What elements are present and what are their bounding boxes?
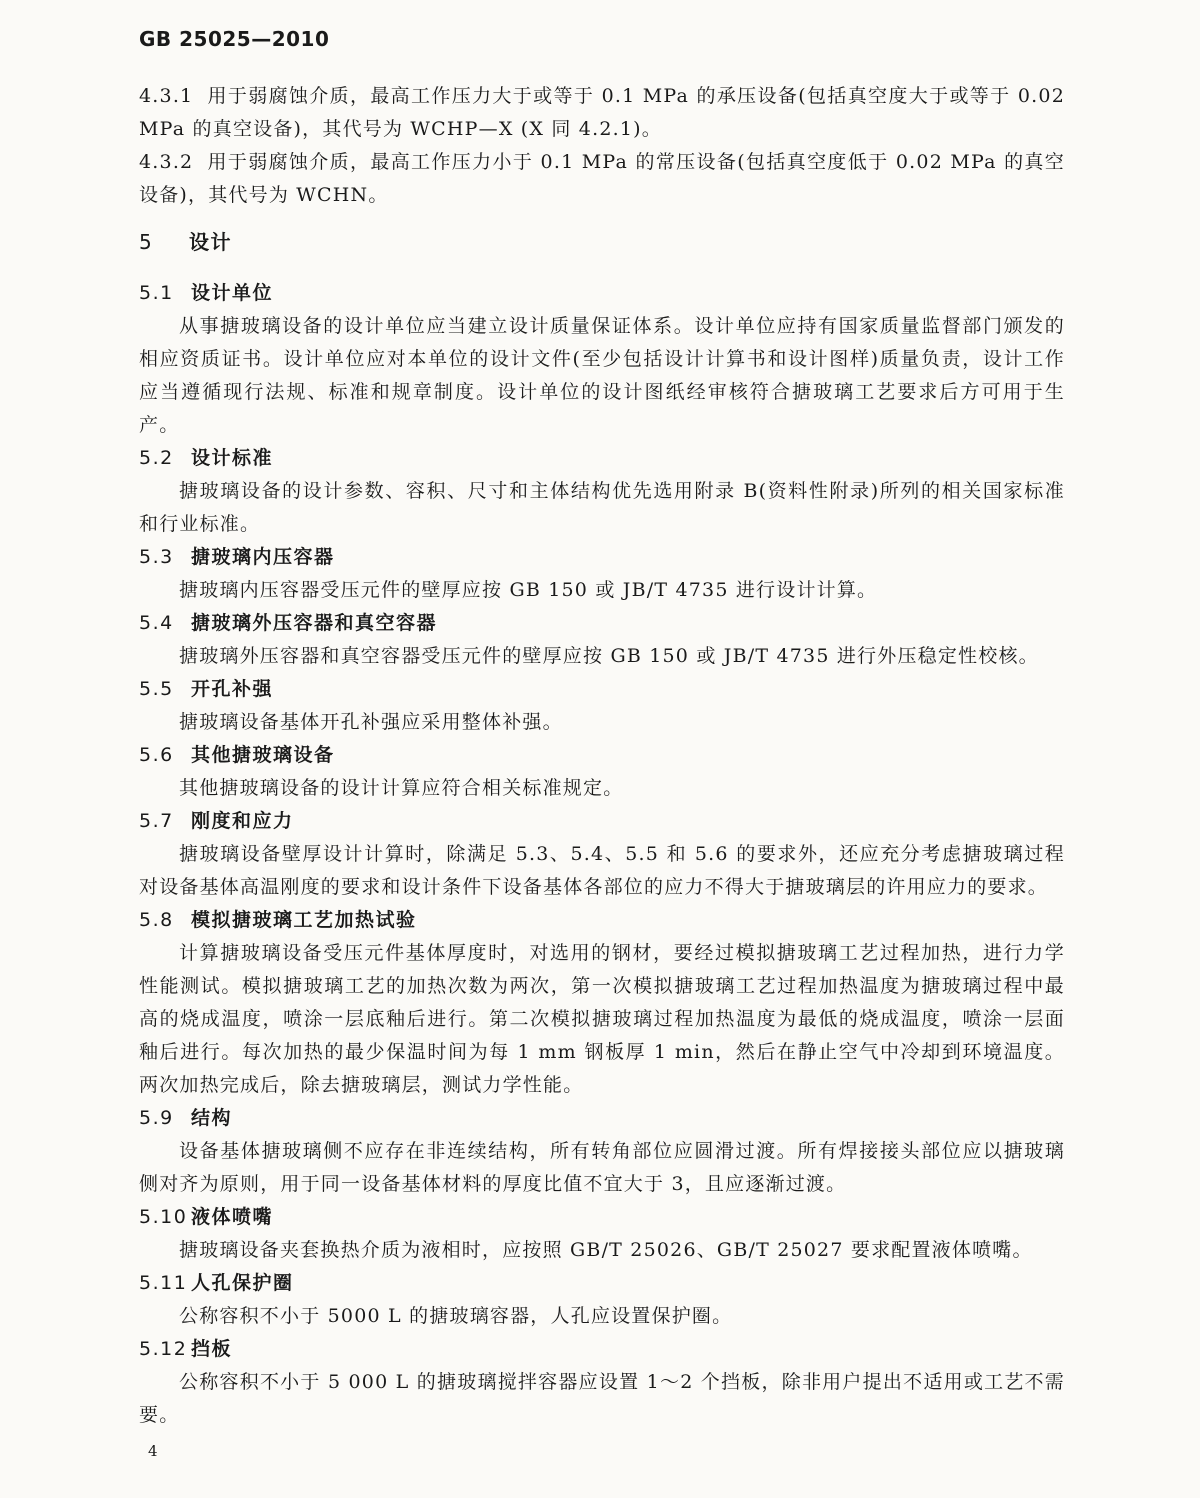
clause-number: 4.3.2 <box>139 151 194 173</box>
clause-4-3-1 <box>139 80 1065 146</box>
section-number: 5.1 <box>139 282 174 304</box>
section-title: 设计单位 <box>191 282 274 304</box>
section-5-6 <box>139 739 1065 805</box>
section-heading <box>139 1102 1065 1135</box>
section-body: 公称容积不小于 5000 L 的搪玻璃容器，人孔应设置保护圈。 <box>179 1305 733 1327</box>
section-number: 5.5 <box>139 678 174 700</box>
section-5-8 <box>139 904 1065 1102</box>
section-heading <box>139 541 1065 574</box>
section-5-1 <box>139 277 1065 442</box>
chapter-number: 5 <box>139 230 154 254</box>
section-body: 搪玻璃设备的设计参数、容积、尺寸和主体结构优先选用附录 B(资料性附录)所列的相关国家标准和行业标准。 <box>139 480 1065 535</box>
section-body: 搪玻璃设备夹套换热介质为液相时，应按照 GB/T 25026、GB/T 25027 要求配置液体喷嘴。 <box>179 1239 1033 1261</box>
section-number: 5.4 <box>139 612 174 634</box>
section-body: 搪玻璃设备壁厚设计计算时，除满足 5.3、5.4、5.5 和 5.6 的要求外，还应充分考虑搪玻璃过程对设备基体高温刚度的要求和设计条件下设备基体各部位的应力不得大于搪玻璃层的许用应力的要求。 <box>139 843 1065 898</box>
section-body: 公称容积不小于 5 000 L 的搪玻璃搅拌容器应设置 1～2 个挡板，除非用户提出不适用或工艺不需要。 <box>139 1371 1065 1426</box>
section-title: 其他搪玻璃设备 <box>191 744 335 766</box>
section-number: 5.2 <box>139 447 174 469</box>
section-5-7 <box>139 805 1065 904</box>
standard-code: GB 25025—2010 <box>139 27 330 51</box>
section-5-11 <box>139 1267 1065 1333</box>
clause-4-3-2 <box>139 146 1065 212</box>
section-heading <box>139 739 1065 772</box>
section-heading <box>139 1201 1065 1234</box>
section-body: 搪玻璃内压容器受压元件的壁厚应按 GB 150 或 JB/T 4735 进行设计计算。 <box>179 579 878 601</box>
section-body: 其他搪玻璃设备的设计计算应符合相关标准规定。 <box>179 777 624 799</box>
section-5-12 <box>139 1333 1065 1432</box>
section-title: 设计标准 <box>191 447 274 469</box>
section-title: 人孔保护圈 <box>191 1272 294 1294</box>
section-title: 开孔补强 <box>191 678 274 700</box>
section-5-10 <box>139 1201 1065 1267</box>
section-body: 搪玻璃设备基体开孔补强应采用整体补强。 <box>179 711 563 733</box>
section-title: 刚度和应力 <box>191 810 294 832</box>
clause-text: 用于弱腐蚀介质，最高工作压力大于或等于 0.1 MPa 的承压设备(包括真空度大于或等于 0.02 MPa 的真空设备)，其代号为 WCHP—X (X 同 4.2.1)。 <box>139 85 1065 140</box>
section-number: 5.11 <box>139 1272 188 1294</box>
section-5-2 <box>139 442 1065 541</box>
section-heading <box>139 904 1065 937</box>
clause-text: 用于弱腐蚀介质，最高工作压力小于 0.1 MPa 的常压设备(包括真空度低于 0.02 MPa 的真空设备)，其代号为 WCHN。 <box>139 151 1065 206</box>
section-heading <box>139 607 1065 640</box>
section-number: 5.6 <box>139 744 174 766</box>
section-body: 计算搪玻璃设备受压元件基体厚度时，对选用的钢材，要经过模拟搪玻璃工艺过程加热，进行力学性能测试。模拟搪玻璃工艺的加热次数为两次，第一次模拟搪玻璃工艺过程加热温度为搪玻璃过程中最高的烧成温度，喷涂一层底釉后进行。第二次模拟搪玻璃过程加热温度为最低的烧成温度，喷涂一层面釉后进行。每次加热的最少保温时间为每 1 mm 钢板厚 1 min，然后在静止空气中冷却到环境温度。两次加热完成后，除去搪玻璃层，测试力学性能。 <box>139 942 1065 1096</box>
section-title: 模拟搪玻璃工艺加热试验 <box>191 909 417 931</box>
section-5-9 <box>139 1102 1065 1201</box>
chapter-title: 设计 <box>189 230 232 254</box>
section-heading <box>139 805 1065 838</box>
section-5-3 <box>139 541 1065 607</box>
section-number: 5.7 <box>139 810 174 832</box>
section-5-5 <box>139 673 1065 739</box>
section-body: 从事搪玻璃设备的设计单位应当建立设计质量保证体系。设计单位应持有国家质量监督部门颁发的相应资质证书。设计单位应对本单位的设计文件(至少包括设计计算书和设计图样)质量负责，设计工作应当遵循现行法规、标准和规章制度。设计单位的设计图纸经审核符合搪玻璃工艺要求后方可用于生产。 <box>139 315 1065 436</box>
chapter-heading <box>139 226 1065 259</box>
section-number: 5.10 <box>139 1206 188 1228</box>
section-heading <box>139 277 1065 310</box>
section-title: 挡板 <box>191 1338 233 1360</box>
clause-number: 4.3.1 <box>139 85 194 107</box>
section-title: 液体喷嘴 <box>191 1206 274 1228</box>
section-title: 搪玻璃内压容器 <box>191 546 335 568</box>
section-heading <box>139 673 1065 706</box>
section-number: 5.9 <box>139 1107 174 1129</box>
page-number: 4 <box>148 1442 158 1460</box>
section-number: 5.3 <box>139 546 174 568</box>
section-body: 搪玻璃外压容器和真空容器受压元件的壁厚应按 GB 150 或 JB/T 4735 进行外压稳定性校核。 <box>179 645 1039 667</box>
section-heading <box>139 442 1065 475</box>
section-heading <box>139 1267 1065 1300</box>
section-title: 搪玻璃外压容器和真空容器 <box>191 612 438 634</box>
section-body: 设备基体搪玻璃侧不应存在非连续结构，所有转角部位应圆滑过渡。所有焊接接头部位应以搪玻璃侧对齐为原则，用于同一设备基体材料的厚度比值不宜大于 3，且应逐渐过渡。 <box>139 1140 1065 1195</box>
page-content <box>139 80 1065 1432</box>
section-title: 结构 <box>191 1107 233 1129</box>
section-number: 5.12 <box>139 1338 188 1360</box>
section-5-4 <box>139 607 1065 673</box>
section-number: 5.8 <box>139 909 174 931</box>
section-heading <box>139 1333 1065 1366</box>
